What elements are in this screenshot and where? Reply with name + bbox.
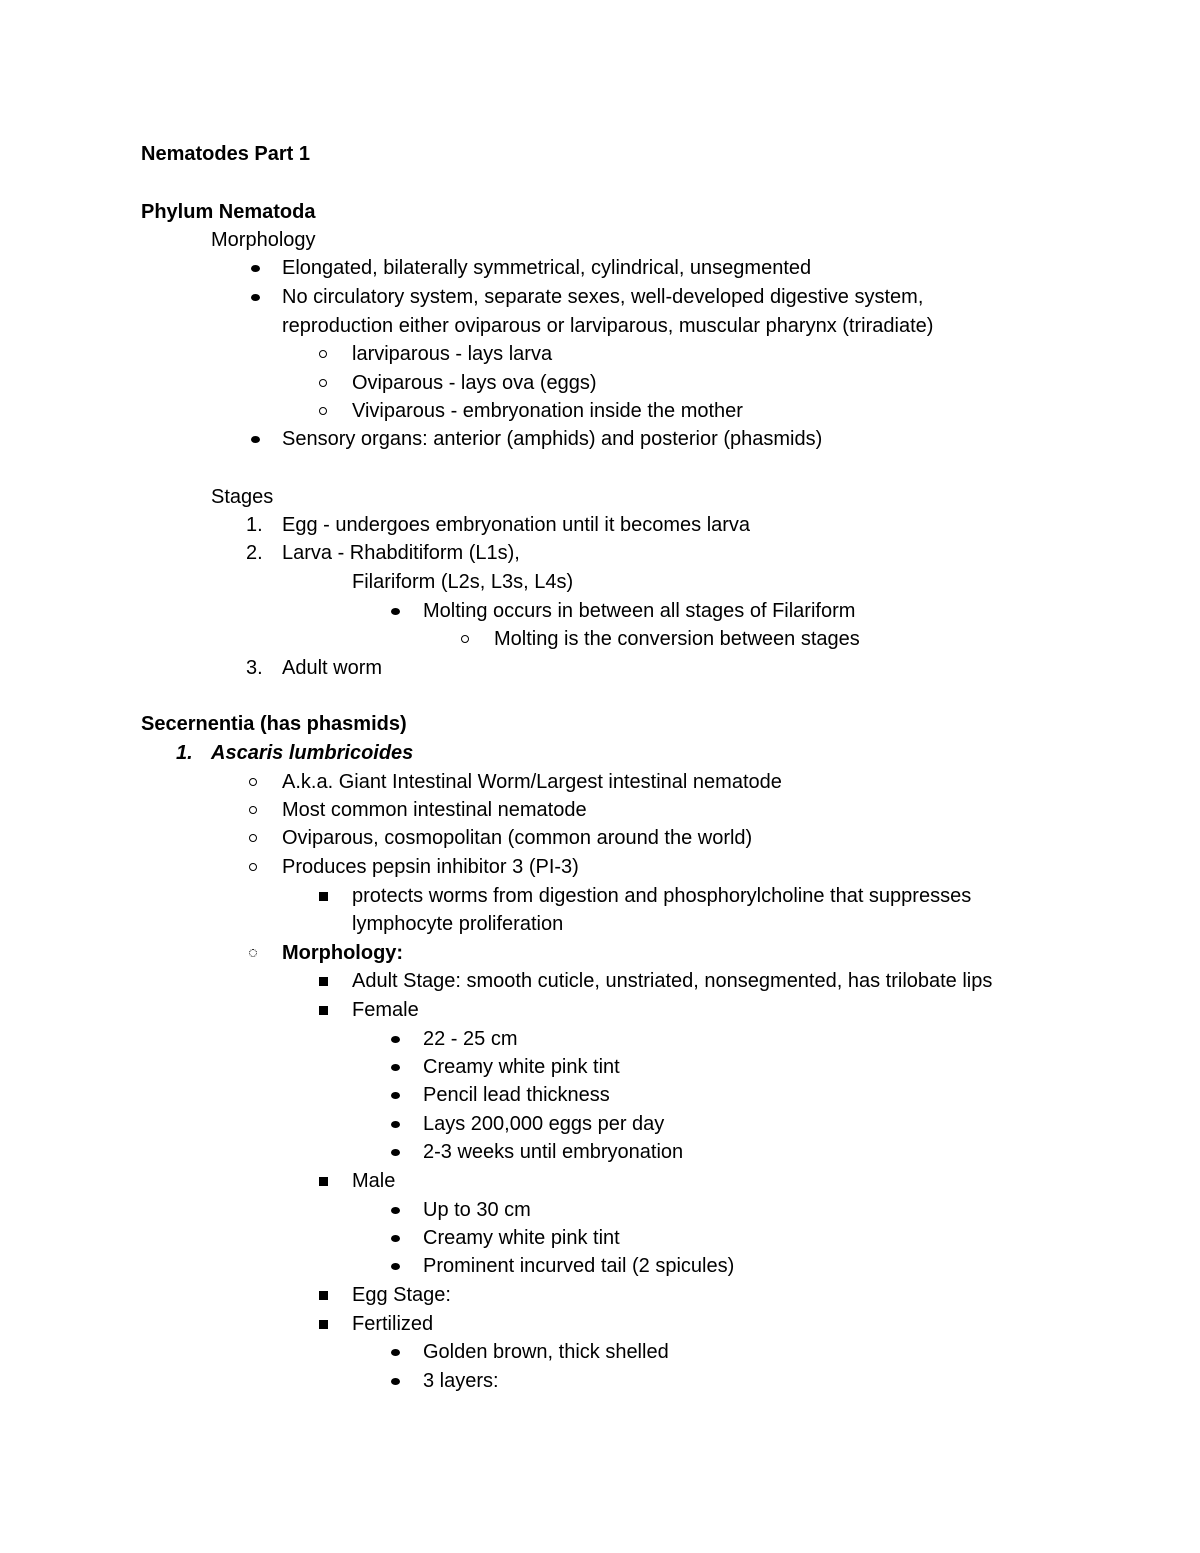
female-item: 2-3 weeks until embryonation <box>423 1141 684 1163</box>
ascaris-title: Ascaris lumbricoides <box>211 742 414 764</box>
female-item: 22 - 25 cm <box>423 1028 518 1050</box>
phylum-heading: Phylum Nematoda <box>141 201 316 223</box>
bullet-square-icon <box>317 969 329 993</box>
fertilized-item: Golden brown, thick shelled <box>423 1341 669 1363</box>
ascaris-item: Produces pepsin inhibitor 3 (PI-3) <box>282 856 579 878</box>
morphology-subheading: Morphology: <box>282 942 404 964</box>
bullet-dot-icon <box>389 599 401 623</box>
female-item: Creamy white pink tint <box>423 1056 620 1078</box>
bullet-circle-icon <box>247 798 259 822</box>
ascaris-item: Most common intestinal nematode <box>282 799 587 821</box>
reproduction-type: larviparous - lays larva <box>352 343 553 365</box>
morphology-item: Elongated, bilaterally symmetrical, cylindrical, unsegmented <box>282 257 812 279</box>
ascaris-item: Oviparous, cosmopolitan (common around the world) <box>282 827 753 849</box>
bullet-dot-icon <box>389 1027 401 1051</box>
secernentia-heading: Secernentia (has phasmids) <box>141 713 407 735</box>
stage-item: Egg - undergoes embryonation until it becomes larva <box>282 514 751 536</box>
pi3-note: protects worms from digestion and phosphorylcholine that suppresses <box>352 885 972 907</box>
bullet-dot-icon <box>389 1198 401 1222</box>
bullet-dot-icon <box>389 1140 401 1164</box>
morphology-item: No circulatory system, separate sexes, well-developed digestive system, <box>282 286 924 308</box>
bullet-dot-icon <box>389 1226 401 1250</box>
stages-label: Stages <box>211 486 274 508</box>
stage-item: Larva - Rhabditiform (L1s), <box>282 542 520 564</box>
bullet-square-icon <box>317 1312 329 1336</box>
bullet-dot-icon <box>389 1369 401 1393</box>
bullet-circle-icon <box>317 399 329 423</box>
reproduction-type: Oviparous - lays ova (eggs) <box>352 372 597 394</box>
bullet-circle-icon <box>247 770 259 794</box>
bullet-square-icon <box>317 884 329 908</box>
adult-stage: Adult Stage: smooth cuticle, unstriated, nonsegmented, has trilobate lips <box>352 970 993 992</box>
egg-stage-label: Egg Stage: <box>352 1284 451 1306</box>
bullet-circle-icon <box>247 941 259 965</box>
molting-note: Molting occurs in between all stages of Filariform <box>423 600 856 622</box>
fertilized-item: 3 layers: <box>423 1370 499 1392</box>
bullet-dot-icon <box>249 256 261 280</box>
bullet-square-icon <box>317 1169 329 1193</box>
morphology-item: Sensory organs: anterior (amphids) and posterior (phasmids) <box>282 428 823 450</box>
bullet-dot-icon <box>249 427 261 451</box>
stage-item-continued: Filariform (L2s, L3s, L4s) <box>352 571 574 593</box>
list-number: 1. <box>246 514 263 536</box>
document-title: Nematodes Part 1 <box>141 143 310 165</box>
male-item: Creamy white pink tint <box>423 1227 620 1249</box>
female-label: Female <box>352 999 419 1021</box>
female-item: Pencil lead thickness <box>423 1084 610 1106</box>
bullet-circle-icon <box>317 342 329 366</box>
list-number: 2. <box>246 542 263 564</box>
male-item: Up to 30 cm <box>423 1199 531 1221</box>
bullet-dot-icon <box>389 1254 401 1278</box>
morphology-label: Morphology <box>211 229 316 251</box>
bullet-dot-icon <box>389 1083 401 1107</box>
pi3-note-continued: lymphocyte proliferation <box>352 913 564 935</box>
bullet-dot-icon <box>249 285 261 309</box>
morphology-item-continued: reproduction either oviparous or larviparous, muscular pharynx (triradiate) <box>282 315 934 337</box>
list-number: 3. <box>246 657 263 679</box>
bullet-circle-icon <box>317 371 329 395</box>
bullet-circle-icon <box>247 855 259 879</box>
bullet-dot-icon <box>389 1055 401 1079</box>
bullet-dot-icon <box>389 1340 401 1364</box>
bullet-circle-icon <box>459 627 471 651</box>
bullet-square-icon <box>317 1283 329 1307</box>
stage-item: Adult worm <box>282 657 383 679</box>
female-item: Lays 200,000 eggs per day <box>423 1113 665 1135</box>
male-item: Prominent incurved tail (2 spicules) <box>423 1255 735 1277</box>
reproduction-type: Viviparous - embryonation inside the mother <box>352 400 743 422</box>
fertilized-label: Fertilized <box>352 1313 434 1335</box>
list-number: 1. <box>176 742 193 764</box>
bullet-square-icon <box>317 998 329 1022</box>
ascaris-item: A.k.a. Giant Intestinal Worm/Largest intestinal nematode <box>282 771 782 793</box>
bullet-circle-icon <box>247 826 259 850</box>
molting-definition: Molting is the conversion between stages <box>494 628 860 650</box>
bullet-dot-icon <box>389 1112 401 1136</box>
male-label: Male <box>352 1170 396 1192</box>
